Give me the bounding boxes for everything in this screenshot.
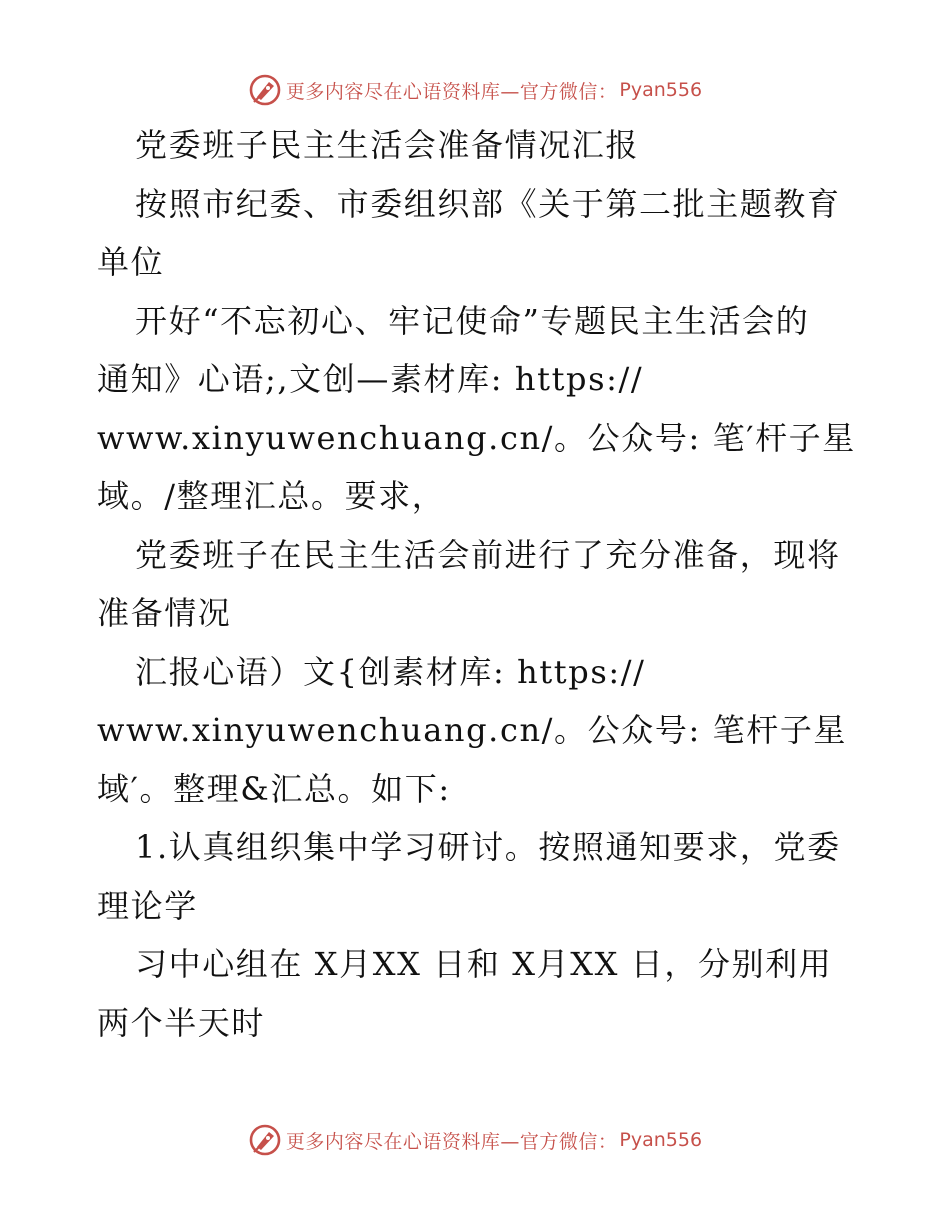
- watermark-text: 更多内容尽在心语资料库—官方微信：: [285, 80, 618, 103]
- header-watermark: [0, 70, 950, 110]
- paragraph-line: 理论学: [97, 886, 198, 925]
- paragraph-line: 单位: [97, 243, 165, 281]
- paragraph-line: 1.认真组织集中学习研讨。按照通知要求，党委: [135, 828, 841, 866]
- watermark-wechat-id: Pyan556: [619, 1129, 703, 1151]
- pen-nib-logo-icon: [248, 73, 282, 107]
- footer-watermark: [0, 1120, 950, 1160]
- document-body: [97, 116, 857, 1052]
- paragraph-line: 通知》心语;,文创—素材库: https://: [97, 360, 644, 398]
- paragraph-line: 准备情况: [97, 594, 232, 632]
- paragraph-line: 开好“不忘初心、牢记使命”专题民主生活会的: [135, 301, 810, 340]
- watermark-wechat-id: Pyan556: [619, 79, 703, 101]
- paragraph-line: www.xinyuwenchuang.cn/。公众号: 笔杆子星: [97, 711, 848, 749]
- pen-nib-logo-icon: [248, 1123, 282, 1157]
- paragraph-line: 习中心组在 X月XX 日和 X月XX 日，分别利用: [135, 945, 833, 983]
- document-title: 党委班子民主生活会准备情况汇报: [135, 126, 640, 164]
- paragraph-line: 域′。整理&汇总。如下:: [97, 769, 451, 808]
- paragraph-line: www.xinyuwenchuang.cn/。公众号: 笔′杆子星: [97, 418, 856, 457]
- paragraph-line: 按照市纪委、市委组织部《关于第二批主题教育: [135, 184, 841, 223]
- paragraph-line: 汇报心语）文{创素材库: https://: [135, 652, 646, 691]
- paragraph-line: 党委班子在民主生活会前进行了充分准备，现将: [135, 535, 841, 574]
- paragraph-line: 两个半天时: [97, 1003, 266, 1042]
- watermark-text: 更多内容尽在心语资料库—官方微信：: [285, 1130, 618, 1153]
- paragraph-line: 域。/整理汇总。要求，: [97, 477, 446, 515]
